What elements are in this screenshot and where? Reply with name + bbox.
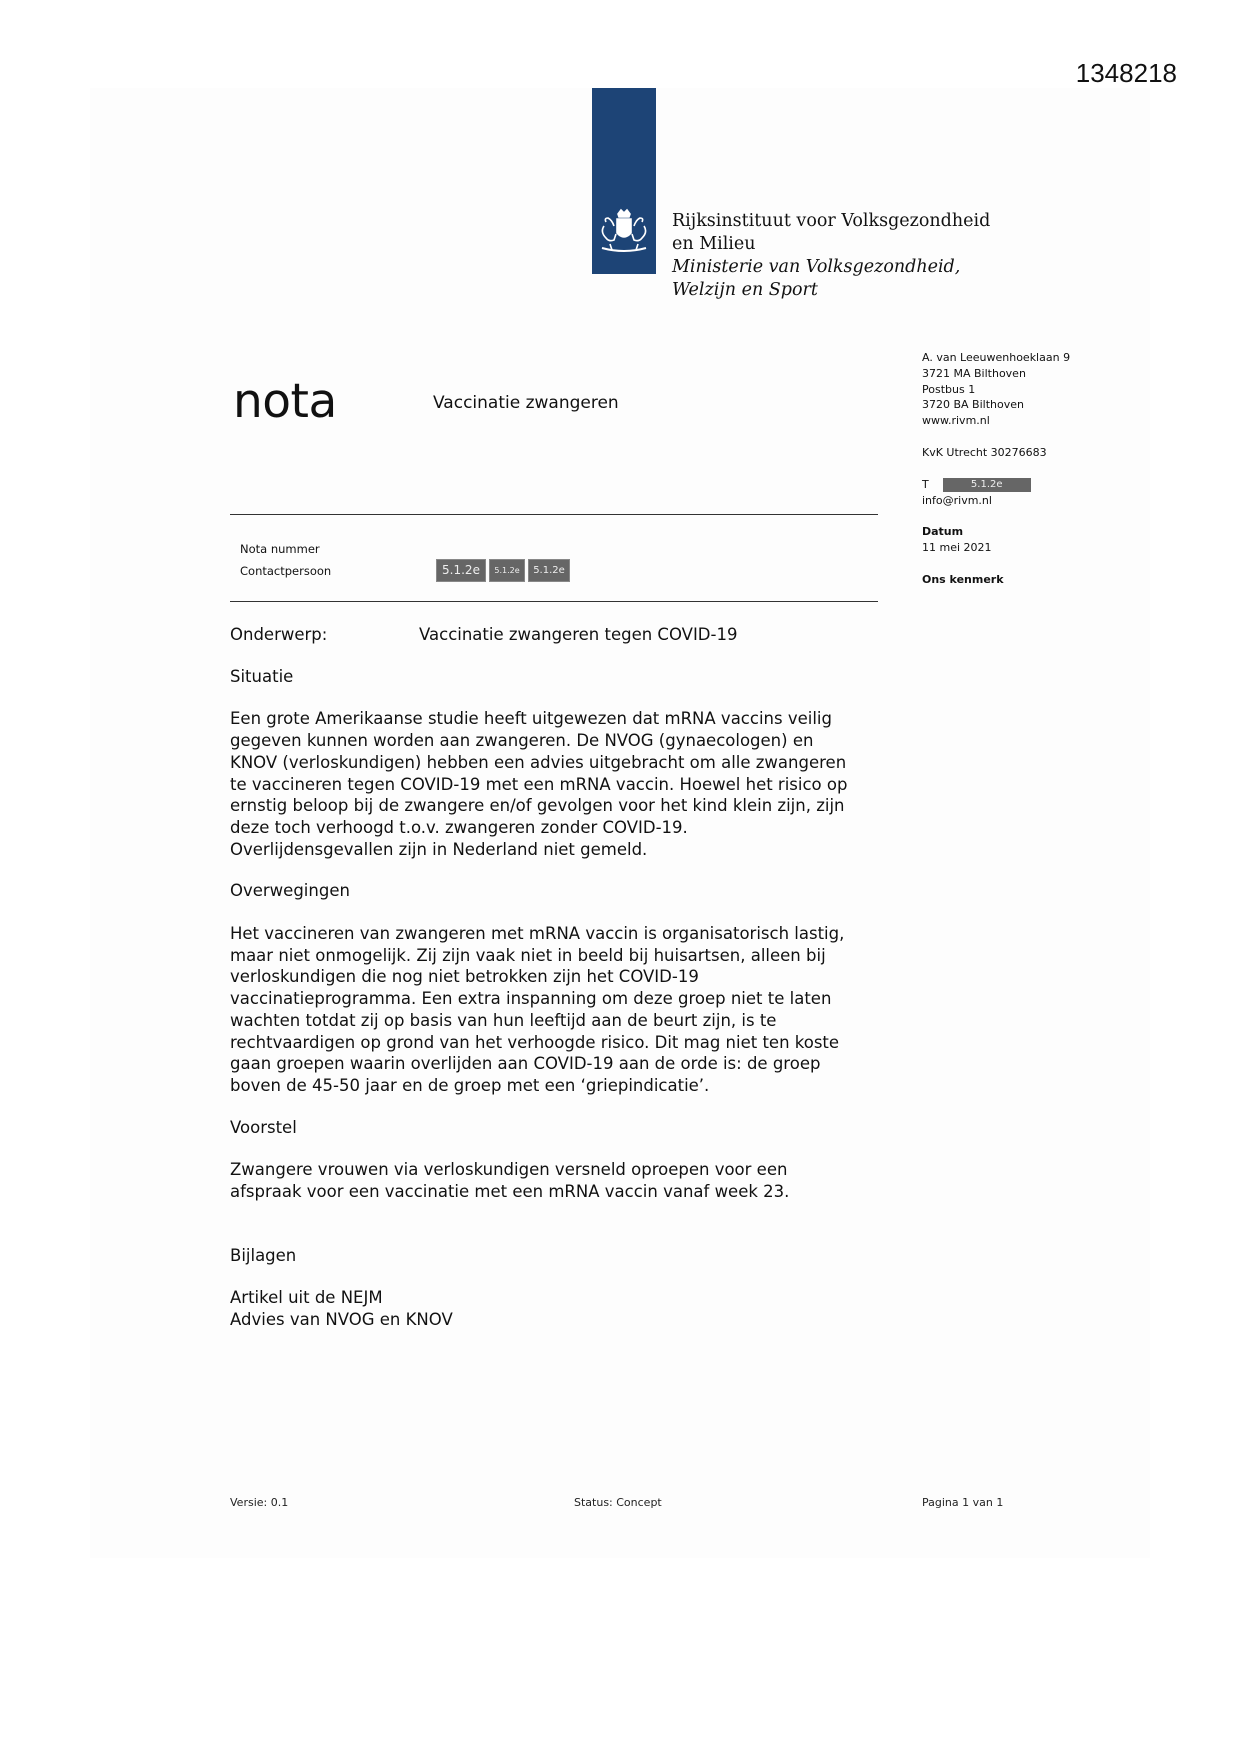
address-line: A. van Leeuwenhoeklaan 9	[922, 351, 1071, 364]
website-link[interactable]: www.rivm.nl	[922, 414, 990, 428]
address-line: 3721 MA Bilthoven	[922, 366, 1026, 380]
divider-bottom	[230, 601, 878, 602]
subject-label: Onderwerp:	[230, 625, 328, 644]
redacted-contact: 5.1.2e	[436, 559, 486, 582]
address-line: 3720 BA Bilthoven	[922, 398, 1024, 412]
institute-name-line2: en Milieu	[672, 234, 756, 254]
telephone-row	[922, 477, 1122, 493]
section-title-attachments: Bijlagen	[230, 1245, 297, 1265]
subject-value: Vaccinatie zwangeren tegen COVID-19	[419, 625, 738, 644]
kvk-number: KvK Utrecht 30276683	[922, 445, 1047, 459]
redacted-contact: 5.1.2e	[528, 559, 570, 582]
telephone-label: T	[922, 477, 929, 491]
ministry-name-line2: Welzijn en Sport	[672, 280, 818, 300]
footer-version: Versie: 0.1	[230, 1496, 289, 1509]
institute-name-line1: Rijksinstituut voor Volksgezondheid	[672, 211, 991, 231]
address-line: Postbus 1	[922, 382, 976, 396]
considerations-paragraph: Het vaccineren van zwangeren met mRNA vaccin is organisatorisch lastig, maar niet onmogelijk. Zij zijn vaak niet in beeld bij huisartsen, alleen bij verloskundigen die nog niet betrokken zijn het COVID-19 vaccinatieprogramma. Een extra inspanning om deze groep niet te laten wachten totdat zij op basis van hun leeftijd aan de beurt zijn, is te rechtvaardigen op grond van het verhoogde risico. Dit mag niet ten koste gaan groepen waarin overlijden aan COVID-19 aan de orde is: de groep boven de 45-50 jaar en de groep met een ‘griepindicatie’.	[230, 924, 845, 1095]
contact-redactions	[436, 559, 570, 582]
email-link[interactable]: info@rivm.nl	[922, 493, 992, 507]
redacted-contact: 5.1.2e	[489, 559, 525, 582]
attachment-item: Artikel uit de NEJM	[230, 1288, 383, 1308]
nota-body	[230, 624, 910, 1331]
doc-type-title: nota	[233, 374, 337, 429]
subject-row	[230, 624, 910, 646]
divider-top	[230, 514, 878, 515]
attachments-list	[230, 1287, 910, 1330]
document-number: 1348218	[1075, 58, 1177, 88]
ministry-name-line1: Ministerie van Volksgezondheid,	[672, 257, 961, 277]
section-title-considerations: Overwegingen	[230, 881, 350, 901]
contact-label: Contactpersoon	[240, 564, 332, 578]
attachment-item: Advies van NVOG en KNOV	[230, 1310, 453, 1330]
reference-label: Ons kenmerk	[922, 572, 1004, 586]
institute-logotype	[672, 210, 990, 302]
proposal-paragraph: Zwangere vrouwen via verloskundigen versneld oproepen voor een afspraak voor een vaccinatie met een mRNA vaccin vanaf week 23.	[230, 1160, 790, 1202]
footer-page-number: Pagina 1 van 1	[922, 1496, 1004, 1509]
nota-number-label: Nota nummer	[240, 542, 320, 556]
nota-meta	[240, 538, 331, 582]
section-title-situation: Situatie	[230, 666, 294, 686]
coat-of-arms-icon	[596, 208, 652, 258]
date-value: 11 mei 2021	[922, 541, 992, 555]
situation-paragraph: Een grote Amerikaanse studie heeft uitgewezen dat mRNA vaccins veilig gegeven kunnen worden aan zwangeren. De NVOG (gynaecologen) en KNOV (verloskundigen) hebben een advies uitgebracht om alle zwangeren te vaccineren tegen COVID-19 met een mRNA vaccin. Hoewel het risico op ernstig beloop bij de zwangere en/of gevolgen voor het kind klein zijn, zijn deze toch verhoogd t.o.v. zwangeren zonder COVID-19. Overlijdensgevallen zijn in Nederland niet gemeld.	[230, 709, 848, 859]
date-label: Datum	[922, 525, 964, 539]
footer-status: Status: Concept	[574, 1496, 662, 1509]
section-title-proposal: Voorstel	[230, 1117, 297, 1137]
nota-subject: Vaccinatie zwangeren	[433, 393, 619, 413]
sender-sidebar	[922, 350, 1122, 588]
redacted-phone: 5.1.2e	[943, 478, 1031, 492]
